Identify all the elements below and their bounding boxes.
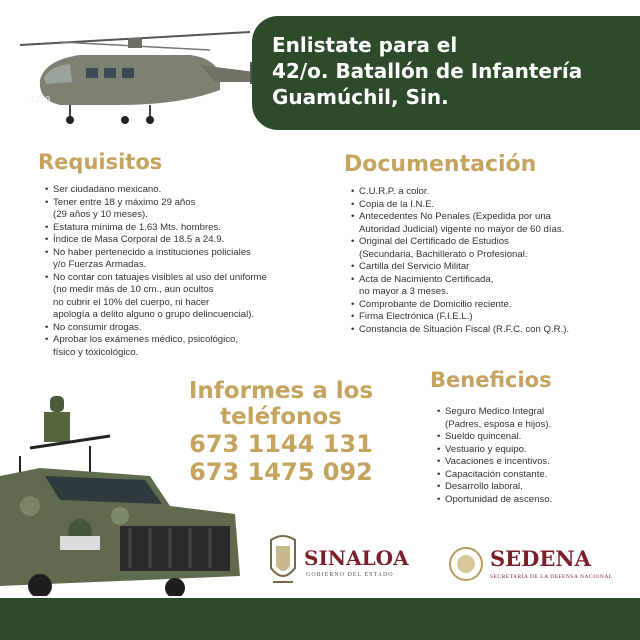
list-item: • Firma Electrónica (F.I.E.L.) xyxy=(350,311,640,324)
sedena-subtitle: SECRETARÍA DE LA DEFENSA NACIONAL xyxy=(490,574,613,580)
list-item: • Original del Certificado de Estudios (Secundaria, Bachillerato o Profesional. xyxy=(350,236,640,261)
sinaloa-shield-icon xyxy=(268,532,298,588)
list-item: • Capacitación constante. xyxy=(436,469,636,482)
list-item: • Antecedentes No Penales (Expedida por una Autoridad Judicial) vigente no mayor de 60 días. xyxy=(350,211,640,236)
list-item: • Vestuario y equipo. xyxy=(436,444,636,457)
list-item: • Sueldo quincenal. xyxy=(436,431,636,444)
informes-line-1: Informes a los xyxy=(188,378,374,404)
sedena-logo xyxy=(448,542,628,592)
documentacion-heading: Documentación xyxy=(344,152,537,177)
list-item: • Ser ciudadano mexicano. xyxy=(44,184,334,197)
phone-number-2[interactable]: 673 1475 092 xyxy=(189,458,373,486)
list-item: • No consumir drogas. xyxy=(44,322,334,335)
sinaloa-subtitle: GOBIERNO DEL ESTADO xyxy=(306,572,394,578)
helicopter-image xyxy=(0,10,260,130)
list-item: • Oportunidad de ascenso. xyxy=(436,494,636,507)
list-item: • Comprobante de Domicilio reciente. xyxy=(350,299,640,312)
title-line-3: Guamúchil, Sin. xyxy=(272,85,449,109)
sedena-emblem-icon xyxy=(448,546,484,582)
sedena-wordmark: SEDENA xyxy=(490,546,591,571)
sinaloa-wordmark: SINALOA xyxy=(304,546,409,570)
title-line-1: Enlistate para el xyxy=(272,33,458,57)
contact-phones xyxy=(168,378,394,486)
phone-number-1[interactable]: 673 1144 131 xyxy=(189,430,373,458)
list-item: • Seguro Medico Integral (Padres, esposa e hijos). xyxy=(436,406,636,431)
informes-line-2: teléfonos xyxy=(220,404,342,430)
list-item: • Tener entre 18 y máximo 29 años (29 años y 10 meses). xyxy=(44,197,334,222)
documentacion-list xyxy=(350,186,640,336)
list-item: • Aprobar los exámenes médico, psicológico, físico y toxicológico. xyxy=(44,334,334,359)
tail-number: 1719 xyxy=(30,95,51,104)
list-item: • Constancia de Situación Fiscal (R.F.C. con Q.R.). xyxy=(350,324,640,337)
sinaloa-logo xyxy=(268,532,428,592)
list-item: • Cartilla del Servicio Militar xyxy=(350,261,640,274)
requisitos-heading: Requisitos xyxy=(38,150,163,174)
list-item: • Acta de Nacimiento Certificada, no mayor a 3 meses. xyxy=(350,274,640,299)
beneficios-list xyxy=(436,406,636,506)
title-banner xyxy=(252,16,640,130)
list-item: • No haber pertenecido a instituciones policiales y/o Fuerzas Armadas. xyxy=(44,247,334,272)
requisitos-list xyxy=(44,184,334,359)
list-item: • C.U.R.P. a color. xyxy=(350,186,640,199)
bottom-band xyxy=(0,598,640,640)
list-item: • No contar con tatuajes visibles al uso del uniforme (no medir más de 10 cm., aun ocultos no cubrir el 10% del cuerpo, ni hacer apología a delito alguno o grupo delincuencial). xyxy=(44,272,334,322)
list-item: • Copia de la I.N.E. xyxy=(350,199,640,212)
list-item: • Desarrollo laboral. xyxy=(436,481,636,494)
beneficios-heading: Beneficios xyxy=(430,368,552,392)
list-item: • Estatura mínima de 1.63 Mts. hombres. xyxy=(44,222,334,235)
title-line-2: 42/o. Batallón de Infantería xyxy=(272,59,583,83)
list-item: • Índice de Masa Corporal de 18.5 a 24.9. xyxy=(44,234,334,247)
list-item: • Vacaciones e incentivos. xyxy=(436,456,636,469)
